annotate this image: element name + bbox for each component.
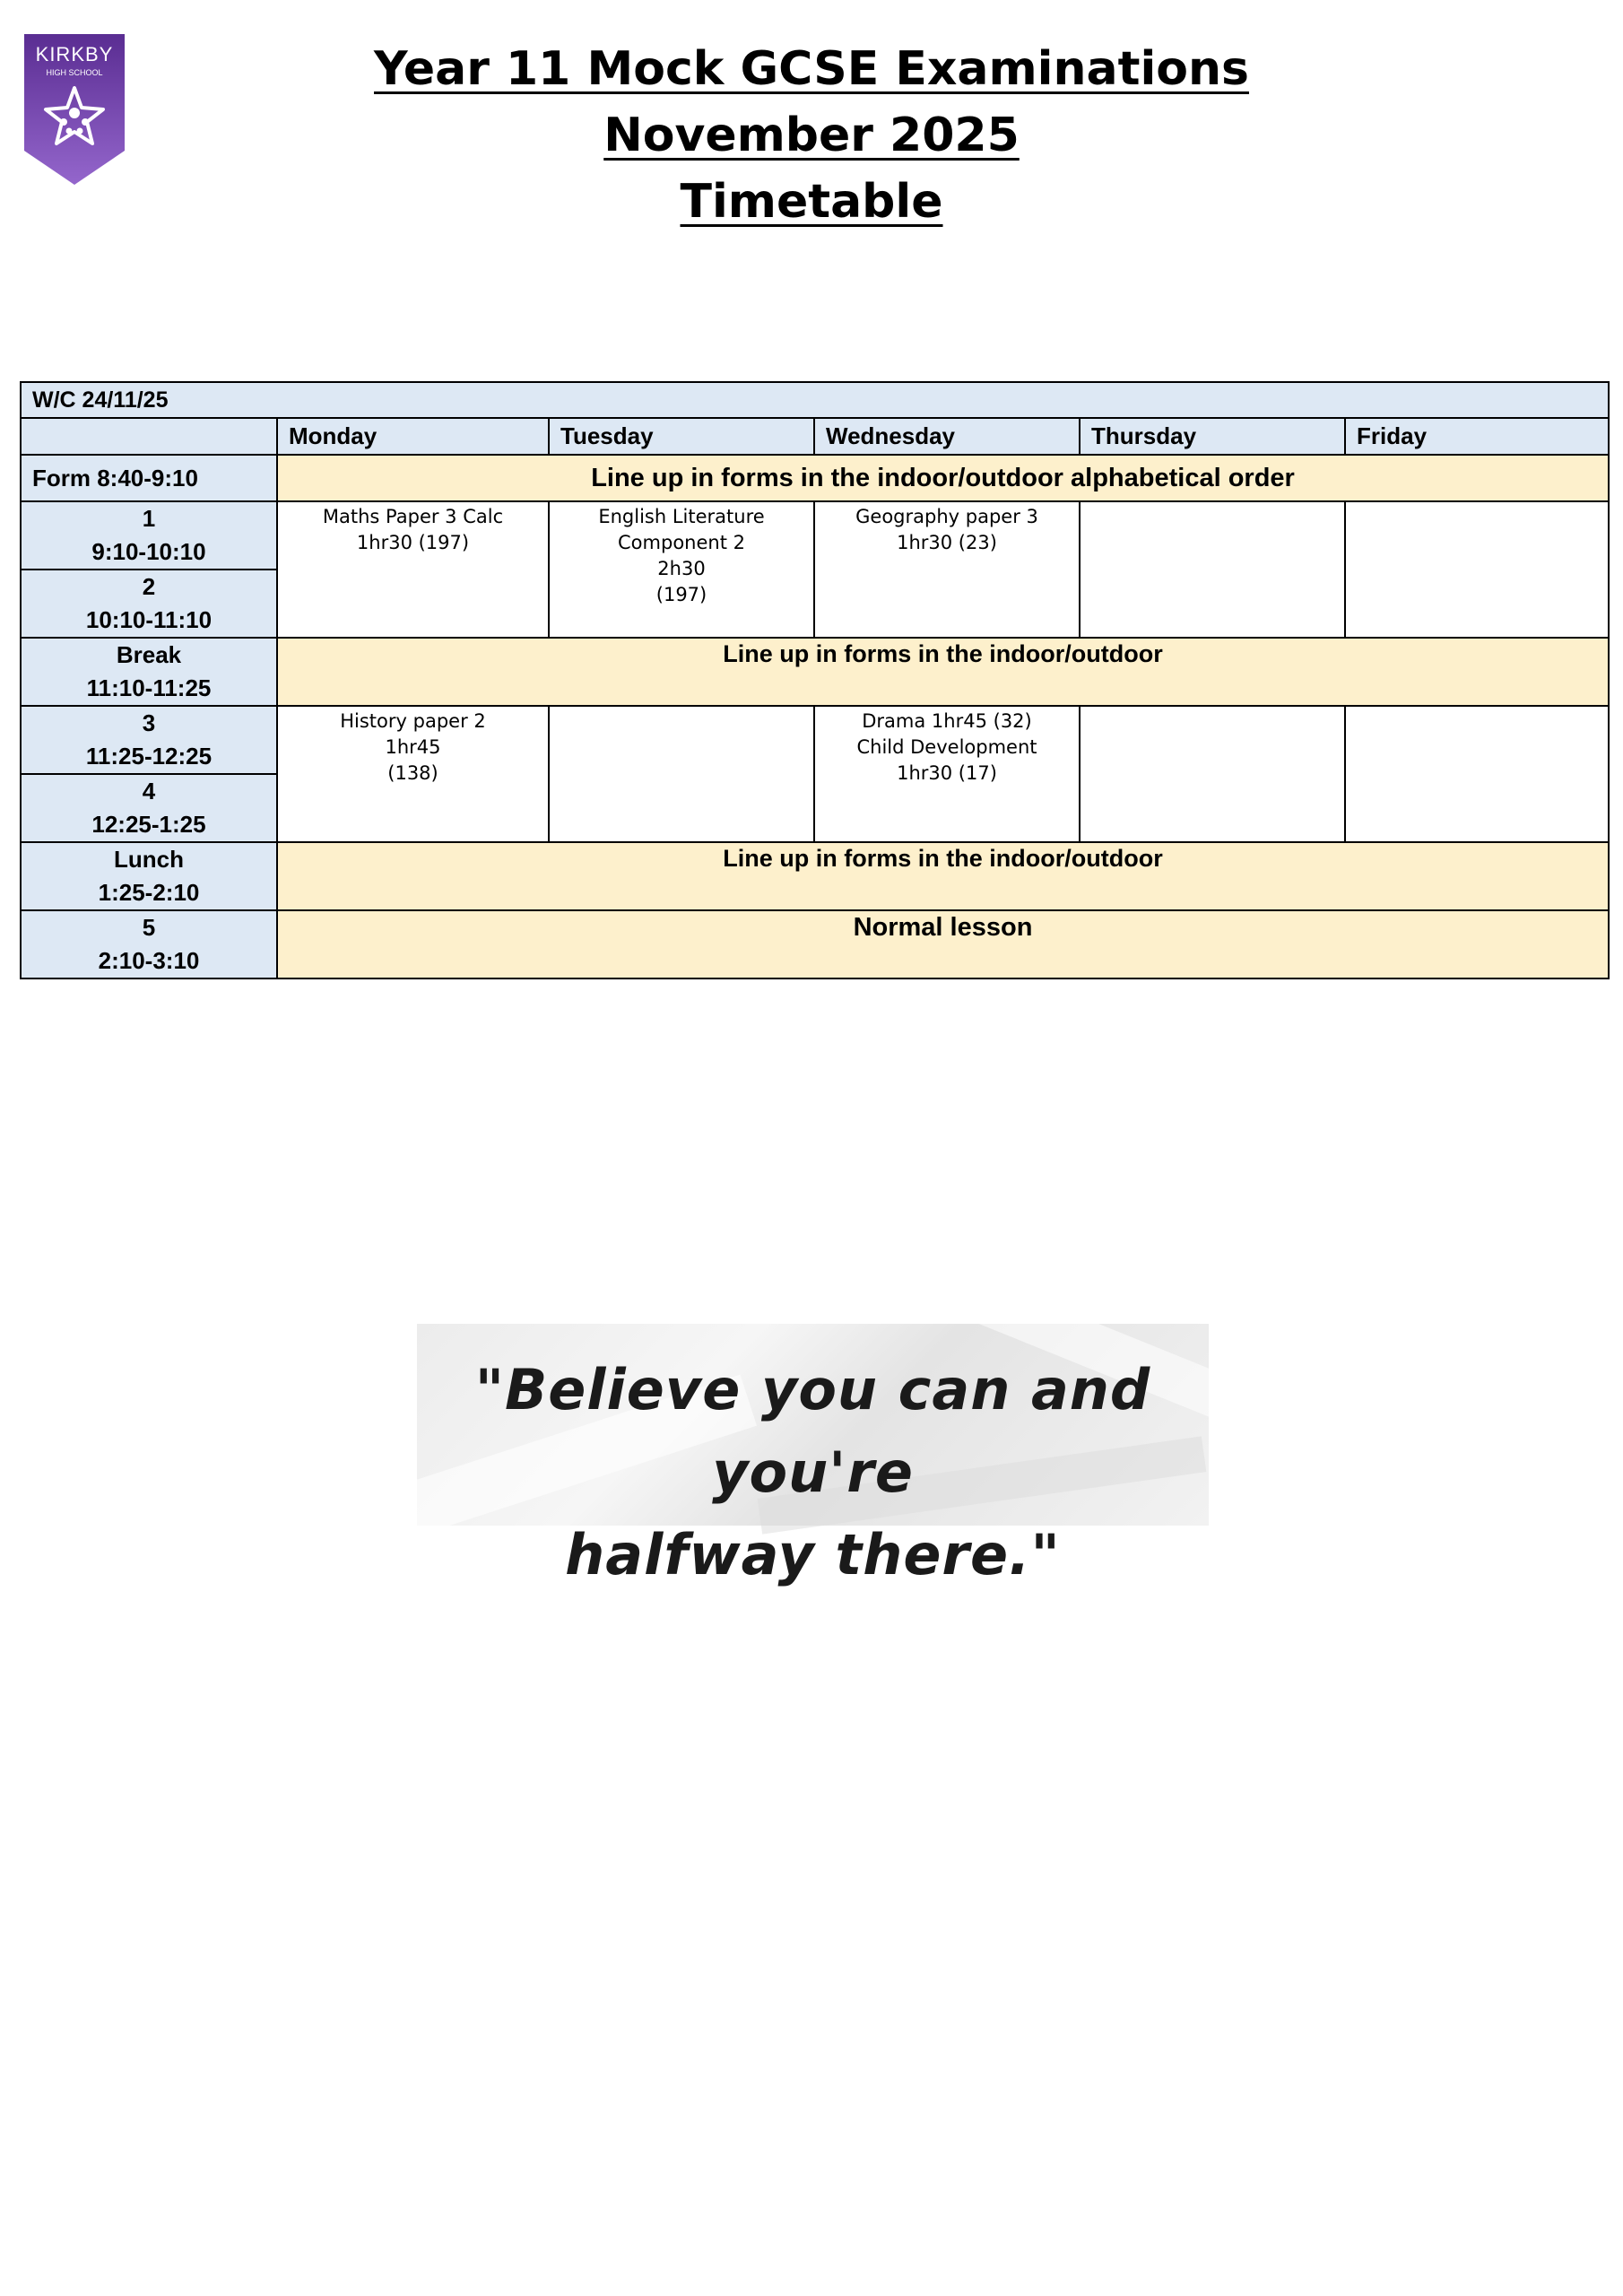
period-5-banner: Normal lesson (277, 910, 1609, 978)
lunch-banner: Line up in forms in the indoor/outdoor (277, 842, 1609, 910)
exam-monday-am-line-1: Maths Paper 3 Calc (322, 506, 504, 527)
exam-wednesday-mid-line-2: Child Development (856, 736, 1037, 758)
quote-line-1: "Believe you can and you're (474, 1357, 1151, 1505)
break-title: Break (116, 641, 182, 668)
period-4-time: 12:25-1:25 (91, 811, 206, 838)
break-label (21, 638, 277, 706)
break-time: 11:10-11:25 (86, 674, 212, 701)
exam-wednesday-mid (814, 706, 1080, 842)
day-header-thursday: Thursday (1080, 418, 1345, 455)
period-2-label (21, 570, 277, 638)
lunch-row (21, 842, 1609, 910)
exam-thursday-mid (1080, 706, 1345, 842)
exam-friday-mid (1345, 706, 1609, 842)
logo-text-high-school: HIGH SCHOOL (46, 68, 103, 77)
period-4-number: 4 (142, 778, 156, 804)
exam-wednesday-mid-line-3: 1hr30 (17) (897, 762, 997, 784)
day-header-tuesday: Tuesday (549, 418, 814, 455)
logo-text-kirkby: KIRKBY (35, 43, 114, 65)
exam-monday-am (277, 501, 549, 638)
exam-tuesday-am (549, 501, 814, 638)
title-line-3: Timetable (680, 175, 943, 229)
period-2-number: 2 (142, 573, 156, 600)
lunch-label (21, 842, 277, 910)
week-row (21, 382, 1609, 418)
day-header-wednesday: Wednesday (814, 418, 1080, 455)
exam-tuesday-am-line-1: English Literature (598, 506, 765, 527)
exam-wednesday-am-line-1: Geography paper 3 (855, 506, 1038, 527)
day-header-monday: Monday (277, 418, 549, 455)
lunch-title: Lunch (114, 846, 184, 873)
week-commencing-label: W/C 24/11/25 (21, 382, 1609, 418)
motivational-quote-image (417, 1324, 1209, 1587)
exam-thursday-am (1080, 501, 1345, 638)
break-row (21, 638, 1609, 706)
exam-monday-mid (277, 706, 549, 842)
period-3-time: 11:25-12:25 (85, 743, 213, 770)
period-3-number: 3 (142, 709, 156, 736)
form-row (21, 455, 1609, 501)
period-1-row (21, 501, 1609, 570)
period-5-label (21, 910, 277, 978)
day-header-friday: Friday (1345, 418, 1609, 455)
period-1-number: 1 (142, 505, 156, 532)
period-3-row (21, 706, 1609, 774)
title-line-1: Year 11 Mock GCSE Examinations (374, 42, 1249, 96)
exam-monday-mid-line-2: 1hr45 (385, 736, 441, 758)
exam-tuesday-am-line-4: (197) (655, 584, 707, 605)
exam-tuesday-mid (549, 706, 814, 842)
exam-tuesday-am-line-2: Component 2 (618, 532, 745, 553)
period-5-time: 2:10-3:10 (98, 947, 200, 974)
exam-monday-mid-line-1: History paper 2 (340, 710, 486, 732)
period-3-label (21, 706, 277, 774)
period-1-label (21, 501, 277, 570)
period-4-label (21, 774, 277, 842)
lunch-time: 1:25-2:10 (98, 879, 200, 906)
period-1-time: 9:10-10:10 (91, 538, 206, 565)
document-title (0, 36, 1623, 235)
exam-tuesday-am-line-3: 2h30 (657, 558, 706, 579)
quote-text (417, 1349, 1209, 1596)
day-header-row (21, 418, 1609, 455)
exam-wednesday-am-line-2: 1hr30 (23) (897, 532, 997, 553)
form-banner: Line up in forms in the indoor/outdoor alphabetical order (277, 455, 1609, 501)
quote-line-2: halfway there." (565, 1522, 1061, 1587)
exam-wednesday-mid-line-1: Drama 1hr45 (32) (862, 710, 1032, 732)
form-time-label: Form 8:40-9:10 (21, 455, 277, 501)
title-line-2: November 2025 (603, 109, 1020, 162)
day-header-empty (21, 418, 277, 455)
period-2-time: 10:10-11:10 (85, 606, 213, 633)
exam-friday-am (1345, 501, 1609, 638)
exam-monday-am-line-2: 1hr30 (197) (356, 532, 470, 553)
period-5-number: 5 (142, 914, 156, 941)
exam-wednesday-am (814, 501, 1080, 638)
exam-monday-mid-line-3: (138) (387, 762, 438, 784)
exam-timetable (20, 381, 1610, 979)
break-banner: Line up in forms in the indoor/outdoor (277, 638, 1609, 706)
period-5-row (21, 910, 1609, 978)
